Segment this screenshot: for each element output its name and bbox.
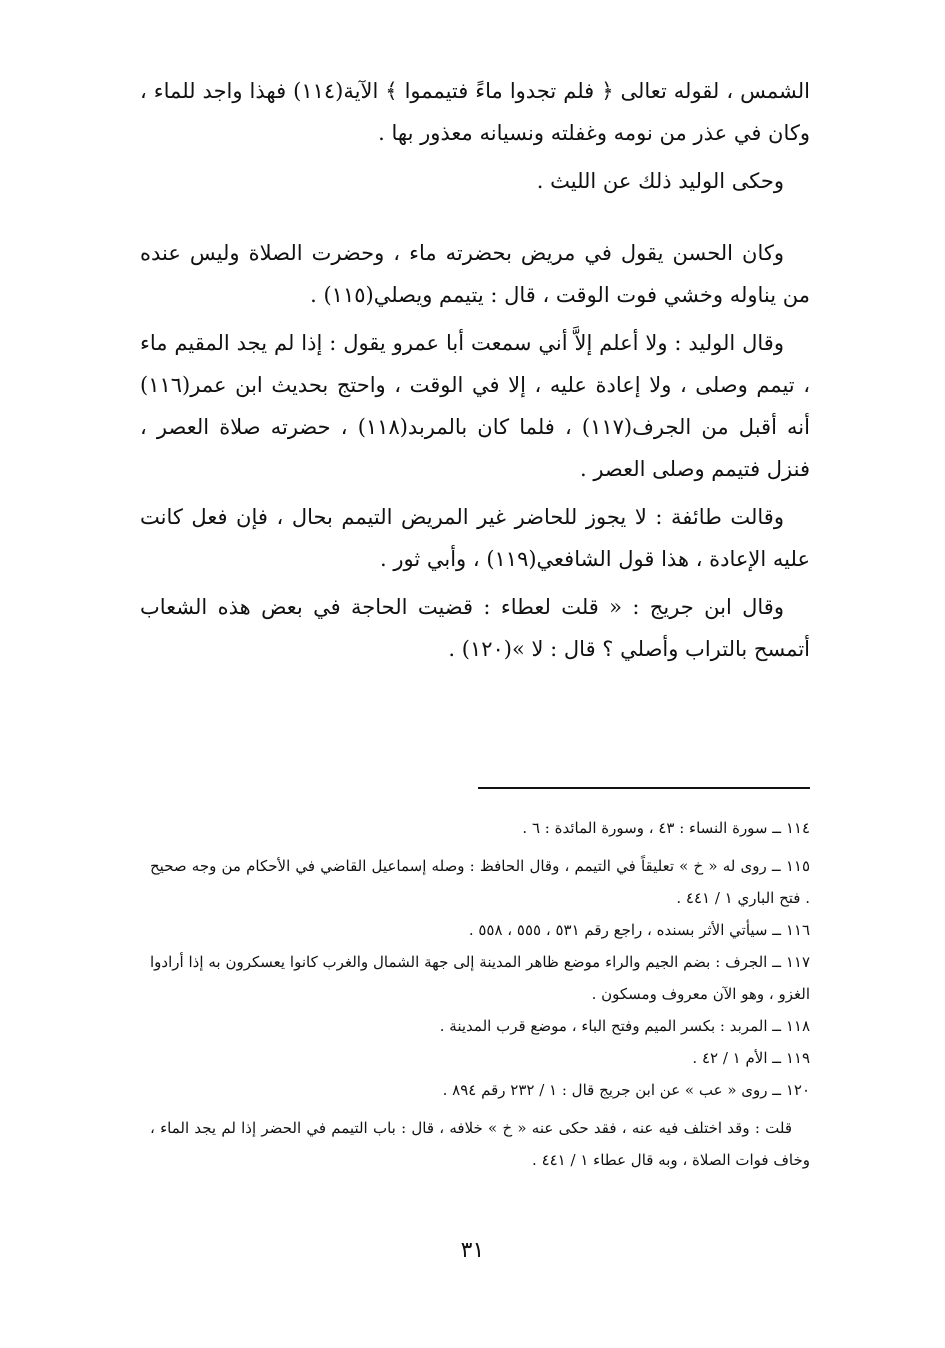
footnote-note: قلت : وقد اختلف فيه عنه ، فقد حكى عنه « خ » خلافه ، قال : باب التيمم في الحضر إذا لم يجد الماء ، وخاف فوات الصلاة ، وبه قال عطاء ١ / ٤٤١ . (150, 1119, 810, 1169)
footnote-116: ١١٦ ــ سيأتي الأثر بسنده ، راجع رقم ٥٣١ ، ٥٥٥ ، ٥٥٨ . (468, 921, 810, 939)
page-number: ٣١ (460, 1238, 485, 1263)
paragraph-3: وكان الحسن يقول في مريض بحضرته ماء ، وحضرت الصلاة وليس عنده من يناوله وخشي فوت الوقت ، قال : يتيمم ويصلي(١١٥) . (140, 241, 810, 307)
footnote-divider (478, 787, 810, 789)
footnote-114: ١١٤ ــ سورة النساء : ٤٣ ، وسورة المائدة : ٦ . (522, 819, 810, 837)
paragraph-6: وقال ابن جريج : « قلت لعطاء : قضيت الحاجة في بعض هذه الشعاب أتمسح بالتراب وأصلي ؟ قال : لا »(١٢٠) . (140, 595, 810, 661)
footnote-115: ١١٥ ــ روى له « خ » تعليقاً في التيمم ، وقال الحافظ : وصله إسماعيل القاضي في الأحكام من وجه صحيح . فتح الباري ١ / ٤٤١ . (150, 857, 810, 907)
paragraph-2: وحكى الوليد ذلك عن الليث . (536, 169, 784, 193)
paragraph-1: الشمس ، لقوله تعالى ﴿ فلم تجدوا ماءً فتيمموا ﴾ الآية(١١٤) فهذا واجد للماء ، وكان في عذر من نومه وغفلته ونسيانه معذور بها . (140, 79, 810, 145)
footnote-118: ١١٨ ــ المربد : بكسر الميم وفتح الباء ، موضع قرب المدينة . (439, 1017, 810, 1035)
main-text (140, 70, 810, 670)
paragraph-5: وقالت طائفة : لا يجوز للحاضر غير المريض التيمم بحال ، فإن فعل كانت عليه الإعادة ، هذا قول الشافعي(١١٩) ، وأبي ثور . (140, 505, 810, 571)
paragraph-4: وقال الوليد : ولا أعلم إلاَّ أني سمعت أبا عمرو يقول : إذا لم يجد المقيم ماء ، تيمم وصلى ، ولا إعادة عليه ، إلا في الوقت ، واحتج بحديث ابن عمر(١١٦) أنه أقبل من الجرف(١١٧) ، فلما كان بالمربد(١١٨) ، حضرته صلاة العصر ، فنزل فتيمم وصلى العصر . (140, 331, 810, 481)
footnote-119: ١١٩ ــ الأم ١ / ٤٢ . (692, 1049, 810, 1067)
footnote-117: ١١٧ ــ الجرف : بضم الجيم والراء موضع ظاهر المدينة إلى جهة الشمال والغرب كانوا يعسكرون به إذا أرادوا الغزو ، وهو الآن معروف ومسكون . (150, 953, 810, 1003)
footnote-120: ١٢٠ ــ روى « عب » عن ابن جريج قال : ١ / ٢٣٢ رقم ٨٩٤ . (442, 1081, 810, 1099)
footnotes (150, 812, 810, 1176)
